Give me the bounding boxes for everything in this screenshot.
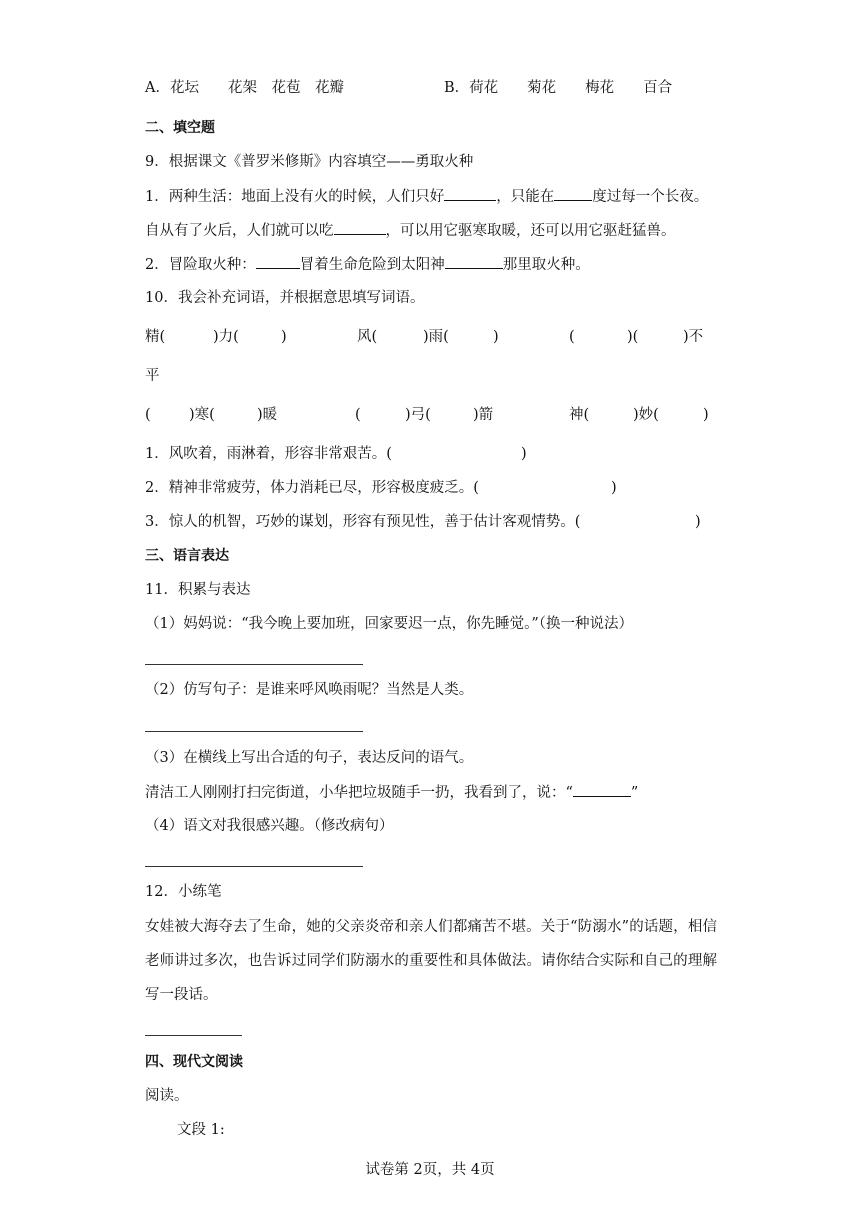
definition-2: 2．精神非常疲劳，体力消耗已尽，形容极度疲乏。(	[145, 480, 479, 496]
idiom-bu-ping-b: )(	[627, 329, 639, 345]
idiom-feng-yu-b: )雨(	[423, 329, 449, 345]
question-9-line-3	[145, 254, 590, 275]
question-12-stem: 12．小练笔	[145, 884, 222, 900]
question-9-line-1	[145, 186, 708, 207]
answer-line[interactable]	[145, 731, 363, 732]
idiom-bu-ping-a: (	[569, 329, 575, 345]
question-11-part-2: （2）仿写句子：是谁来呼风唤雨呢？当然是人类。	[145, 682, 474, 698]
idiom-feng-yu-c: )	[493, 329, 499, 345]
option-a: A．花坛 花架 花苞 花瓣	[145, 80, 344, 96]
q9-text: 1．两种生活：地面上没有火的时候，人们只好	[145, 189, 445, 205]
q9-text: 自从有了火后，人们就可以吃	[145, 223, 334, 239]
q9-text: 2．冒险取火种：	[145, 257, 256, 273]
question-12-body: 女娃被大海夺去了生命，她的父亲炎帝和亲人们都痛苦不堪。关于“防溺水”的话题，相信老师讲过多次，也告诉过同学们防溺水的重要性和具体做法。请你结合实际和自己的理解写一段话。	[145, 919, 717, 1003]
idiom-han-nuan-b: )寒(	[189, 407, 215, 423]
question-9-line-2	[145, 220, 676, 241]
question-11-stem: 11．积累与表达	[145, 582, 251, 598]
definition-2-close: )	[611, 480, 617, 496]
idiom-jing-li-b: )力(	[213, 329, 239, 345]
idiom-shen-miao-b: )妙(	[633, 407, 659, 423]
idiom-han-nuan-c: )暖	[257, 407, 278, 423]
blank[interactable]	[573, 782, 631, 797]
page-footer: 试卷第 2页，共 4页	[365, 1162, 495, 1178]
definition-1-close: )	[521, 446, 527, 462]
idiom-shen-miao-a: 神(	[569, 407, 590, 423]
idiom-gong-jian-b: )弓(	[405, 407, 431, 423]
blank[interactable]	[554, 186, 592, 201]
question-11-part-3-sentence	[145, 782, 638, 803]
section-heading-expression: 三、语言表达	[145, 548, 229, 564]
section-heading-reading: 四、现代文阅读	[145, 1054, 243, 1070]
idiom-bu-ping-d: 平	[145, 368, 160, 384]
q9-text: 冒着生命危险到太阳神	[299, 257, 445, 273]
q11-text: ”	[630, 785, 639, 801]
q9-text: 度过每一个长夜。	[592, 189, 709, 205]
answer-line[interactable]	[145, 866, 363, 867]
blank[interactable]	[334, 220, 386, 235]
q9-text: ，可以用它驱寒取暖，还可以用它驱赶猛兽。	[385, 223, 676, 239]
question-9-stem: 9．根据课文《普罗米修斯》内容填空——勇取火种	[145, 154, 474, 170]
question-11-part-3: （3）在横线上写出合适的句子，表达反问的语气。	[145, 750, 474, 766]
blank[interactable]	[444, 186, 496, 201]
idiom-gong-jian-c: )箭	[473, 407, 494, 423]
definition-3-close: )	[695, 514, 701, 530]
reading-passage-1-label: 文段 1:	[177, 1122, 225, 1138]
idiom-han-nuan-a: (	[145, 407, 151, 423]
idiom-shen-miao-c: )	[703, 407, 709, 423]
idiom-jing-li-c: )	[281, 329, 287, 345]
q9-text: 那里取火种。	[502, 257, 590, 273]
option-b: B．荷花 菊花 梅花 百合	[444, 80, 673, 96]
question-10-stem: 10．我会补充词语，并根据意思填写词语。	[145, 290, 425, 306]
question-11-part-1: （1）妈妈说：“我今晚上要加班，回家要迟一点，你先睡觉。”（换一种说法）	[145, 616, 634, 632]
question-11-part-4: （4）语文对我很感兴趣。（修改病句）	[145, 818, 394, 834]
answer-line[interactable]	[145, 664, 363, 665]
blank[interactable]	[445, 254, 503, 269]
definition-3: 3．惊人的机智，巧妙的谋划，形容有预见性，善于估计客观情势。(	[145, 514, 581, 530]
idiom-jing-li-a: 精(	[145, 329, 166, 345]
reading-label: 阅读。	[145, 1088, 189, 1104]
definition-1: 1．风吹着，雨淋着，形容非常艰苦。(	[145, 446, 392, 462]
blank[interactable]	[256, 254, 300, 269]
idiom-bu-ping-c: )不	[683, 329, 704, 345]
q11-text: 清洁工人刚刚打扫完街道，小华把垃圾随手一扔，我看到了，说：“	[145, 785, 573, 801]
section-heading-fill-in: 二、填空题	[145, 120, 215, 136]
idiom-feng-yu-a: 风(	[357, 329, 378, 345]
idiom-gong-jian-a: (	[355, 407, 361, 423]
answer-line[interactable]	[145, 1035, 242, 1036]
q9-text: ，只能在	[496, 189, 555, 205]
